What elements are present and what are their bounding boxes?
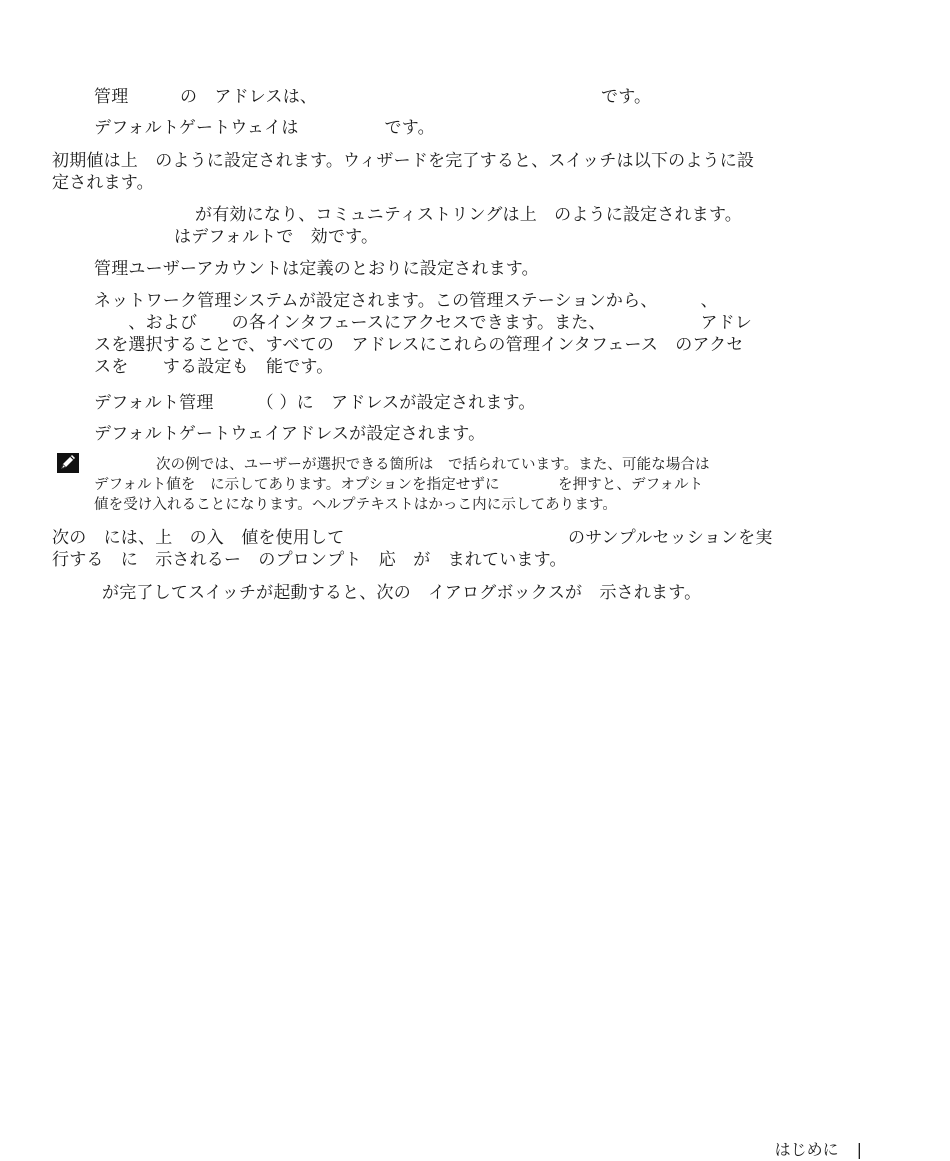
nms-line-3: スを選択することで、すべての アドレスにこれらの管理インタフェース のアクセ <box>94 335 744 355</box>
note-line-3: 値を受け入れることになります。ヘルプテキストはかっこ内に示してあります。 <box>94 497 617 513</box>
note-line-2: デフォルト値を に示してあります。オプションを指定せずに を押すと、デフォルト <box>94 477 704 493</box>
snmp-line-1: が有効になり、コミュニティストリングは上 のように設定されます。 <box>195 205 742 225</box>
sample-line-1: 次の には、上 の入 値を使用して のサンプルセッションを実 <box>52 528 773 548</box>
note-text <box>94 455 834 515</box>
nms-line-4: スを する設定も 能です。 <box>94 357 334 377</box>
nms-bullet <box>94 290 834 378</box>
page-footer <box>775 1140 862 1160</box>
wizard-complete-paragraph: が完了してスイッチが起動すると、次の イアログボックスが 示されます。 <box>102 583 702 603</box>
default-gateway-bullet: デフォルトゲートウェイは です。 <box>94 118 435 138</box>
mgmt-user-bullet: 管理ユーザーアカウントは定義のとおりに設定されます。 <box>94 259 539 279</box>
default-gw-address-bullet: デフォルトゲートウェイアドレスが設定されます。 <box>94 424 486 444</box>
mgmt-ip-bullet: 管理 の アドレスは、 です。 <box>94 87 652 107</box>
note-line-1: 次の例では、ユーザーが選択できる箇所は で括られています。また、可能な場合は <box>156 457 710 473</box>
footer-section-title: はじめに <box>774 1140 839 1159</box>
nms-line-2: 、および の各インタフェースにアクセスできます。また、 アドレ <box>94 313 753 333</box>
nms-line-1: ネットワーク管理システムが設定されます。この管理ステーションから、 、 <box>94 291 718 311</box>
pencil-note-icon <box>56 452 80 474</box>
snmp-bullet <box>94 204 834 248</box>
sample-session-paragraph <box>52 527 842 571</box>
default-mgmt-bullet: デフォルト管理 （ ）に アドレスが設定されます。 <box>94 393 536 413</box>
initial-values-paragraph <box>52 150 842 194</box>
initial-values-line-1: 初期値は上 のように設定されます。ウィザードを完了すると、スイッチは以下のように設 <box>52 151 755 171</box>
initial-values-line-2: 定されます。 <box>52 173 154 193</box>
sample-line-2: 行する に 示されるー のプロンプト 応 が まれています。 <box>52 550 567 570</box>
snmp-line-2: はデフォルトで 効です。 <box>174 227 379 247</box>
footer-separator: | <box>856 1140 862 1159</box>
